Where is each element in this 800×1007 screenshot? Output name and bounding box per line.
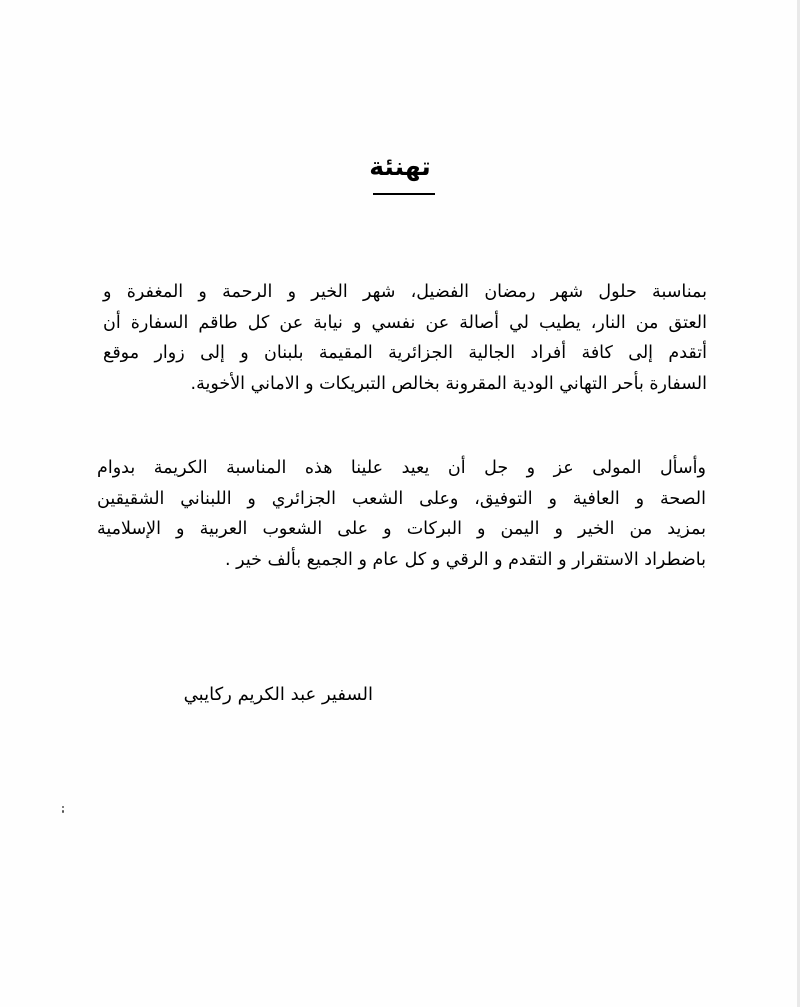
paragraph-line: الصحة و العافية و التوفيق، وعلى الشعب الجزائري و اللبناني الشقيقين [97, 488, 706, 509]
ambassador-signature: السفير عبد الكريم ركايبي [183, 684, 373, 705]
paragraph-greeting [103, 277, 707, 399]
scan-speck [62, 806, 64, 808]
paragraph-line: أتقدم إلى كافة أفراد الجالية الجزائرية المقيمة بلبنان و إلى زوار موقع [103, 343, 707, 363]
letter-title: تهنئة [369, 152, 431, 181]
paragraph-line: باضطراد الاستقرار و التقدم و الرقي و كل عام و الجميع بألف خير . [225, 549, 706, 570]
paragraph-line: السفارة بأحر التهاني الودية المقرونة بخالص التبريكات و الاماني الأخوية. [190, 373, 707, 394]
paragraph-line: وأسأل المولى عز و جل أن يعيد علينا هذه المناسبة الكريمة بدوام [97, 458, 706, 478]
paragraph-line: بمزيد من الخير و اليمن و البركات و على الشعوب العربية و الإسلامية [97, 519, 706, 539]
paragraph-prayer [97, 453, 706, 575]
paragraph-line: بمناسبة حلول شهر رمضان الفضيل، شهر الخير و الرحمة و المغفرة و [103, 282, 707, 302]
scan-speck [62, 810, 64, 813]
title-underline [373, 193, 435, 195]
paragraph-line: العتق من النار، يطيب لي أصالة عن نفسي و نيابة عن كل طاقم السفارة أن [103, 312, 707, 333]
